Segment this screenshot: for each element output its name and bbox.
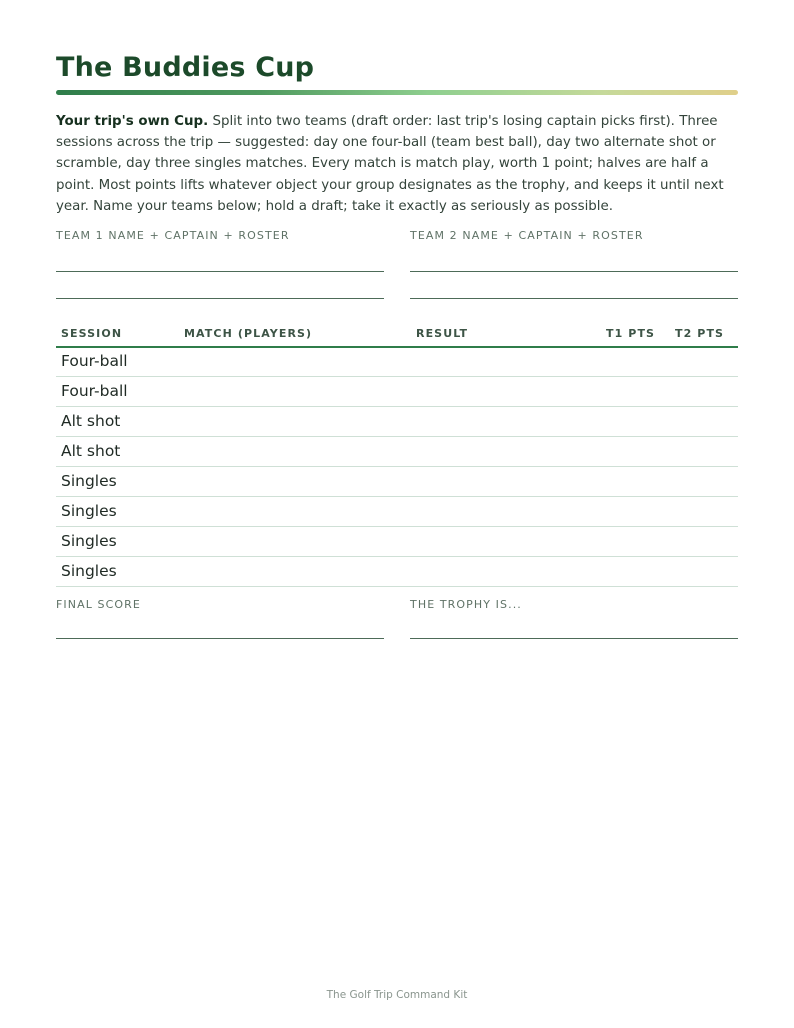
t2-pts-cell[interactable] bbox=[675, 557, 735, 586]
session-cell: Singles bbox=[61, 472, 117, 490]
trophy-line[interactable] bbox=[410, 638, 738, 639]
t2-pts-cell[interactable] bbox=[675, 377, 735, 406]
match-cell[interactable] bbox=[184, 467, 410, 496]
result-cell[interactable] bbox=[416, 497, 600, 526]
t2-pts-cell[interactable] bbox=[675, 467, 735, 496]
t2-pts-cell[interactable] bbox=[675, 407, 735, 436]
team1-label: TEAM 1 NAME + CAPTAIN + ROSTER bbox=[56, 229, 290, 242]
t1-pts-cell[interactable] bbox=[606, 437, 666, 466]
team2-line-2[interactable] bbox=[410, 298, 738, 299]
result-cell[interactable] bbox=[416, 527, 600, 556]
t1-pts-cell[interactable] bbox=[606, 467, 666, 496]
header-t2-pts: T2 PTS bbox=[675, 327, 725, 340]
table-row bbox=[56, 557, 738, 587]
session-cell: Alt shot bbox=[61, 442, 121, 460]
intro-lead: Your trip's own Cup. bbox=[56, 114, 209, 129]
match-table-header bbox=[56, 324, 738, 348]
team1-line-2[interactable] bbox=[56, 298, 384, 299]
result-cell[interactable] bbox=[416, 437, 600, 466]
table-row bbox=[56, 437, 738, 467]
table-row bbox=[56, 377, 738, 407]
session-cell: Singles bbox=[61, 562, 117, 580]
result-cell[interactable] bbox=[416, 377, 600, 406]
t2-pts-cell[interactable] bbox=[675, 527, 735, 556]
team2-label: TEAM 2 NAME + CAPTAIN + ROSTER bbox=[410, 229, 644, 242]
table-row bbox=[56, 347, 738, 377]
session-cell: Four-ball bbox=[61, 352, 128, 370]
match-cell[interactable] bbox=[184, 527, 410, 556]
t2-pts-cell[interactable] bbox=[675, 497, 735, 526]
team2-line-1[interactable] bbox=[410, 271, 738, 272]
match-cell[interactable] bbox=[184, 497, 410, 526]
final-score-label: FINAL SCORE bbox=[56, 598, 141, 611]
t1-pts-cell[interactable] bbox=[606, 497, 666, 526]
intro-paragraph bbox=[56, 111, 738, 217]
title-gradient-rule bbox=[56, 90, 738, 95]
match-cell[interactable] bbox=[184, 377, 410, 406]
match-cell[interactable] bbox=[184, 407, 410, 436]
t1-pts-cell[interactable] bbox=[606, 407, 666, 436]
table-row bbox=[56, 527, 738, 557]
match-cell[interactable] bbox=[184, 557, 410, 586]
t2-pts-cell[interactable] bbox=[675, 347, 735, 376]
final-score-line[interactable] bbox=[56, 638, 384, 639]
table-row bbox=[56, 467, 738, 497]
session-cell: Singles bbox=[61, 532, 117, 550]
t1-pts-cell[interactable] bbox=[606, 347, 666, 376]
trophy-label: THE TROPHY IS... bbox=[410, 598, 522, 611]
table-row bbox=[56, 497, 738, 527]
match-cell[interactable] bbox=[184, 437, 410, 466]
session-cell: Four-ball bbox=[61, 382, 128, 400]
t1-pts-cell[interactable] bbox=[606, 557, 666, 586]
result-cell[interactable] bbox=[416, 347, 600, 376]
match-table-body bbox=[56, 347, 738, 587]
t1-pts-cell[interactable] bbox=[606, 377, 666, 406]
header-result: RESULT bbox=[416, 327, 469, 340]
result-cell[interactable] bbox=[416, 557, 600, 586]
page-title: The Buddies Cup bbox=[56, 52, 315, 83]
header-session: SESSION bbox=[61, 327, 123, 340]
header-match: MATCH (PLAYERS) bbox=[184, 327, 313, 340]
session-cell: Singles bbox=[61, 502, 117, 520]
page-footer: The Golf Trip Command Kit bbox=[326, 989, 468, 1001]
result-cell[interactable] bbox=[416, 407, 600, 436]
table-row bbox=[56, 407, 738, 437]
t1-pts-cell[interactable] bbox=[606, 527, 666, 556]
t2-pts-cell[interactable] bbox=[675, 437, 735, 466]
session-cell: Alt shot bbox=[61, 412, 121, 430]
team1-line-1[interactable] bbox=[56, 271, 384, 272]
intro-body: Split into two teams (draft order: last trip's losing captain picks first). Three sessions across the trip — suggested: day one four-ball (team best ball), day two alternate shot or scramble, day three singles matches. Every match is match play, worth 1 point; halves are half a point. Most points lifts whatever object your group designates as the trophy, and keeps it until next year. Name your teams below; hold a draft; take it exactly as seriously as possible. bbox=[56, 114, 724, 214]
header-t1-pts: T1 PTS bbox=[606, 327, 656, 340]
result-cell[interactable] bbox=[416, 467, 600, 496]
match-cell[interactable] bbox=[184, 347, 410, 376]
